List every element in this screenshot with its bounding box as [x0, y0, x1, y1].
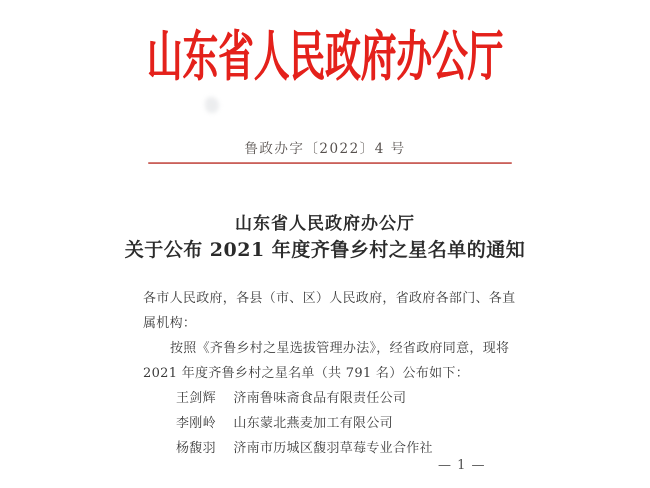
organization-name: 山东蒙北燕麦加工有限公司: [233, 416, 393, 431]
person-name: 王剑辉: [176, 391, 216, 406]
page-number: — 1 —: [438, 458, 486, 473]
scan-artifact: [205, 97, 219, 113]
organization-name: 济南鲁味斋食品有限责任公司: [233, 391, 407, 406]
body-line-paragraph-2: 2021 年度齐鲁乡村之星名单（共 791 名）公布如下：: [143, 366, 469, 381]
body-line-recipients-2: 属机构：: [143, 316, 197, 331]
star-list-row: [143, 386, 515, 411]
person-name: 李刚岭: [176, 416, 216, 431]
red-divider-line: [148, 162, 512, 164]
document-number: 鲁政办字〔2022〕4 号: [244, 141, 406, 157]
person-name: 杨馥羽: [176, 441, 216, 456]
body-line-recipients-1: 各市人民政府，各县（市、区）人民政府，省政府各部门、各直: [143, 291, 516, 306]
notice-body: [143, 286, 515, 461]
notice-title-line1: 山东省人民政府办公厅: [235, 214, 415, 234]
body-line-paragraph-1: 按照《齐鲁乡村之星选拔管理办法》，经省政府同意，现将: [170, 341, 510, 356]
organization-name: 济南市历城区馥羽草莓专业合作社: [233, 441, 433, 456]
agency-banner-title: 山东省人民政府办公厅: [146, 24, 504, 88]
notice-title-line2: 关于公布 2021 年度齐鲁乡村之星名单的通知: [124, 239, 526, 261]
star-list-row: [143, 411, 515, 436]
